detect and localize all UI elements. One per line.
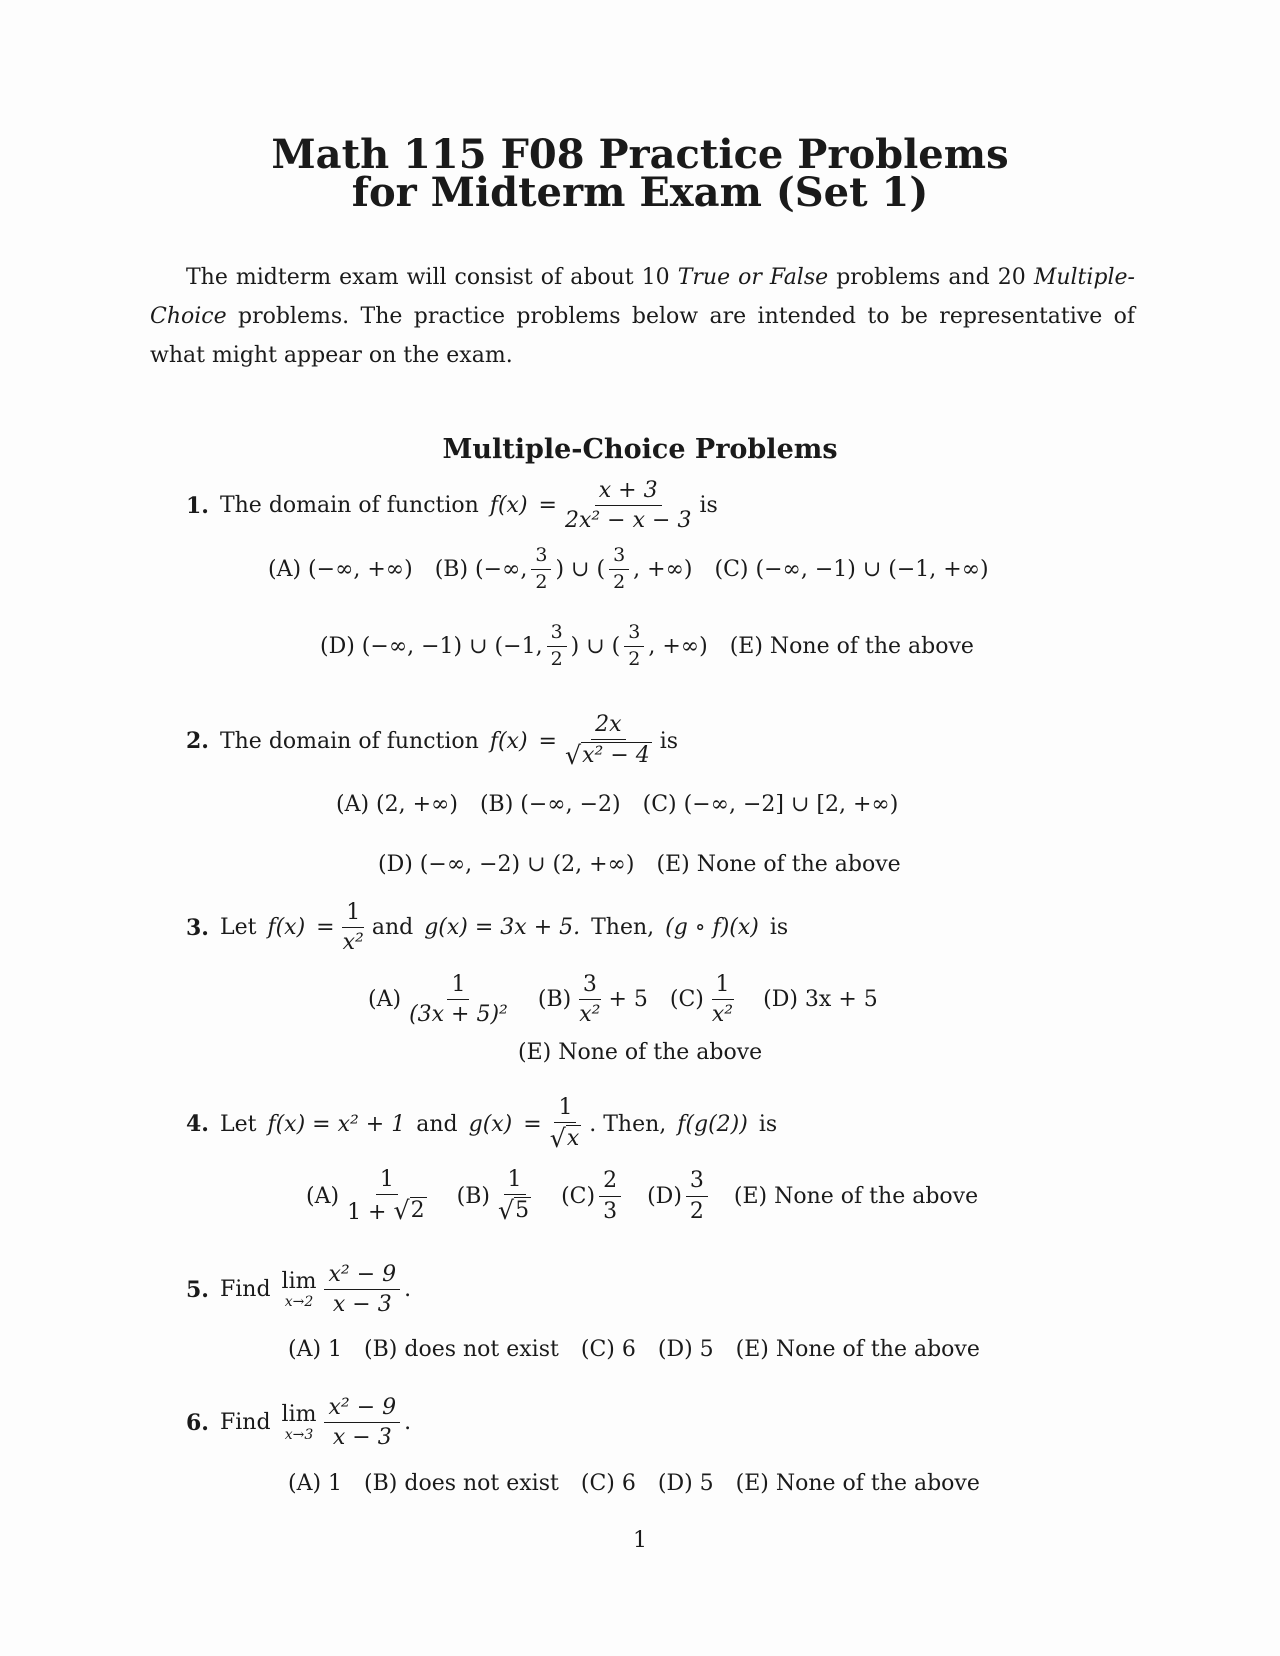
question-number: 5. [186, 1276, 209, 1303]
equals-sign: = [523, 1111, 542, 1137]
denominator: (3x + 5)² [409, 1002, 508, 1028]
question-3-choice-e: (E) None of the above [518, 1040, 763, 1065]
numerator: 2 [599, 1168, 621, 1196]
fraction [599, 1168, 621, 1224]
square-root [564, 741, 652, 771]
choice-e: (E) None of the above [733, 1183, 979, 1209]
limit-subscript: x→2 [284, 1293, 314, 1310]
intro-emphasis-true-false: True or False [677, 265, 829, 290]
radicand: x [566, 1126, 580, 1152]
doc-title-line1: Math 115 F08 Practice Problems [271, 131, 1009, 178]
numerator: 1 [554, 1095, 576, 1123]
fraction [546, 1095, 586, 1153]
composition: (g ∘ f)(x) [665, 915, 759, 941]
choice-c: (C) (−∞, −1) ∪ (−1, +∞) [714, 556, 989, 582]
question-5-choices [288, 1337, 980, 1362]
numerator: 3 [547, 622, 567, 647]
radical-sign: √ [497, 1196, 515, 1226]
choice-c-label: (C) [669, 987, 704, 1013]
fraction [708, 972, 737, 1028]
numerator: 1 [712, 972, 734, 1000]
choice-b-union: ) ∪ ( [555, 556, 606, 582]
radical-sign: √ [393, 1196, 410, 1226]
question-number: 4. [186, 1111, 209, 1138]
doc-title-line2: for Midterm Exam (Set 1) [351, 169, 929, 216]
choice-b-prefix: (B) (−∞, [434, 556, 528, 582]
choice-a: (A) 1 [288, 1337, 343, 1362]
choice-b: (B) (−∞, −2) [479, 792, 621, 817]
question-number: 6. [186, 1409, 209, 1436]
question-4-choices [306, 1167, 978, 1225]
choice-d: (D) 5 [657, 1337, 714, 1362]
square-root [497, 1196, 531, 1226]
question-text: The domain of function [219, 728, 479, 754]
function-name: f(x) [267, 915, 306, 941]
denominator: 2 [613, 570, 626, 593]
denominator [494, 1195, 535, 1225]
fraction [324, 1395, 400, 1451]
question-6-choices [288, 1471, 980, 1496]
and-word: and [416, 1111, 458, 1137]
fraction [405, 972, 512, 1028]
fraction [343, 1167, 431, 1225]
denominator: 2 [628, 647, 641, 670]
fraction [561, 712, 656, 770]
choice-e: (E) None of the above [735, 1337, 980, 1362]
period: . [404, 1410, 412, 1436]
question-1-choices-row1 [268, 545, 989, 594]
then-word: . Then, [589, 1111, 667, 1137]
denominator: x − 3 [332, 1425, 392, 1451]
numerator: 3 [609, 545, 629, 570]
choice-c: (C) (−∞, −2] ∪ [2, +∞) [642, 792, 899, 817]
intro-text-3: problems. The practice problems below are intended to be representative of what might appear on the exam. [150, 304, 1135, 368]
g-definition: g(x) = 3x + 5. [424, 915, 581, 941]
question-number: 2. [186, 728, 209, 755]
choice-d-suffix: , +∞) [648, 633, 708, 659]
fraction-three-halves [624, 622, 644, 671]
choice-a: (A) (2, +∞) [336, 792, 458, 817]
fraction [686, 1168, 708, 1224]
numerator: x² − 9 [324, 1395, 400, 1423]
intro-text-1: The midterm exam will consist of about 10 [186, 265, 678, 290]
numerator: 1 [504, 1167, 526, 1195]
fraction-three-halves [609, 545, 629, 594]
denominator: 3 [603, 1198, 618, 1224]
question-2-stem [186, 712, 678, 770]
choice-d-union: ) ∪ ( [570, 633, 621, 659]
intro-emphasis-multiple-choice: Multiple-Choice [150, 265, 1135, 329]
section-title: Multiple-Choice Problems [442, 434, 838, 465]
limit-operator [281, 1268, 317, 1310]
function-name: f(x) [489, 728, 528, 754]
choice-b: (B) does not exist [364, 1471, 559, 1496]
question-3-choices-row1 [368, 972, 878, 1028]
denominator: 2 [550, 647, 563, 670]
choice-d-prefix: (D) (−∞, −1) ∪ (−1, [320, 633, 543, 659]
limit-subscript: x→3 [284, 1426, 314, 1443]
denominator [561, 740, 656, 770]
choice-d: (D) (−∞, −2) ∪ (2, +∞) [378, 852, 635, 877]
choice-d: (D) 5 [657, 1471, 714, 1496]
function-name: f(x) [489, 493, 528, 519]
and-word: and [371, 915, 414, 941]
fraction [324, 1262, 400, 1318]
choice-b-suffix: , +∞) [633, 556, 693, 582]
lim-text: lim [281, 1268, 317, 1294]
choice-b-suffix: + 5 [608, 987, 648, 1013]
numerator: 1 [376, 1167, 398, 1195]
question-4-stem [186, 1095, 777, 1153]
limit-operator [281, 1401, 317, 1443]
numerator: 3 [686, 1168, 708, 1196]
lim-text: lim [281, 1401, 317, 1427]
question-5-stem [186, 1262, 411, 1318]
denominator: x² [579, 1002, 601, 1028]
choice-a-label: (A) [368, 987, 402, 1013]
numerator: x² − 9 [324, 1262, 400, 1290]
choice-c: (C) 6 [580, 1337, 636, 1362]
choice-b: (B) does not exist [364, 1337, 559, 1362]
f-definition: f(x) = x² + 1 [267, 1111, 406, 1137]
function-name: g(x) [468, 1111, 513, 1137]
fraction [339, 900, 368, 956]
question-number: 3. [186, 914, 209, 941]
choice-c: (C) 6 [580, 1471, 636, 1496]
radicand: x² − 4 [582, 743, 650, 769]
fraction-three-halves [547, 622, 567, 671]
question-1-choices-row2 [320, 622, 974, 671]
numerator: 3 [624, 622, 644, 647]
question-6-stem [186, 1395, 411, 1451]
intro-text-2: problems and 20 [828, 265, 1034, 290]
composition: f(g(2)) [677, 1111, 748, 1137]
choice-e: (E) None of the above [729, 633, 974, 659]
is-word: is [769, 915, 789, 941]
let-word: Let [219, 915, 257, 941]
square-root [549, 1124, 582, 1154]
radical-sign: √ [549, 1124, 566, 1154]
question-number: 1. [186, 492, 209, 519]
choice-e: (E) None of the above [735, 1471, 980, 1496]
question-1-stem [186, 478, 718, 534]
question-3-stem [186, 900, 788, 956]
numerator: 3 [531, 545, 551, 570]
intro-paragraph [150, 258, 1135, 375]
equals-sign: = [316, 915, 335, 941]
square-root [393, 1196, 427, 1226]
denominator [546, 1123, 586, 1153]
numerator: 3 [579, 972, 601, 1000]
denominator [343, 1195, 431, 1225]
choice-c-label: (C) [561, 1183, 596, 1209]
then-word: Then, [591, 915, 655, 941]
denominator: x² [711, 1002, 734, 1028]
is-word: is [659, 728, 679, 754]
question-2-choices-row1 [336, 792, 898, 817]
choice-d: (D) 3x + 5 [763, 987, 878, 1013]
choice-e: (E) None of the above [656, 852, 901, 877]
denominator: x² [342, 930, 364, 956]
choice-d-label: (D) [647, 1183, 682, 1209]
choice-b-label: (B) [456, 1183, 490, 1209]
radical-sign: √ [564, 741, 582, 771]
question-2-choices-row2 [378, 852, 901, 877]
choice-a-label: (A) [306, 1183, 340, 1209]
fraction-three-halves [531, 545, 551, 594]
denominator: 2 [535, 570, 548, 593]
numerator: 1 [447, 972, 469, 1000]
radicand: 2 [410, 1198, 425, 1224]
numerator: x + 3 [595, 478, 662, 506]
radicand: 5 [515, 1198, 530, 1224]
equals-sign: = [538, 493, 557, 519]
numerator: 1 [342, 900, 364, 928]
choice-a: (A) 1 [288, 1471, 343, 1496]
numerator: 2x [591, 712, 625, 740]
fraction [561, 478, 695, 534]
find-word: Find [219, 1410, 271, 1436]
fraction [494, 1167, 535, 1225]
choice-b-label: (B) [537, 987, 572, 1013]
let-word: Let [219, 1111, 257, 1137]
question-text: The domain of function [219, 493, 479, 519]
find-word: Find [219, 1277, 271, 1303]
is-word: is [758, 1111, 778, 1137]
page-number: 1 [633, 1528, 647, 1553]
equals-sign: = [538, 728, 557, 754]
denominator: 2x² − x − 3 [564, 508, 692, 534]
denominator: x − 3 [332, 1292, 392, 1318]
period: . [404, 1277, 412, 1303]
choice-a: (A) (−∞, +∞) [268, 556, 413, 582]
is-word: is [699, 493, 718, 519]
one-plus: 1 + [347, 1200, 387, 1226]
denominator: 2 [689, 1198, 704, 1224]
fraction [575, 972, 604, 1028]
